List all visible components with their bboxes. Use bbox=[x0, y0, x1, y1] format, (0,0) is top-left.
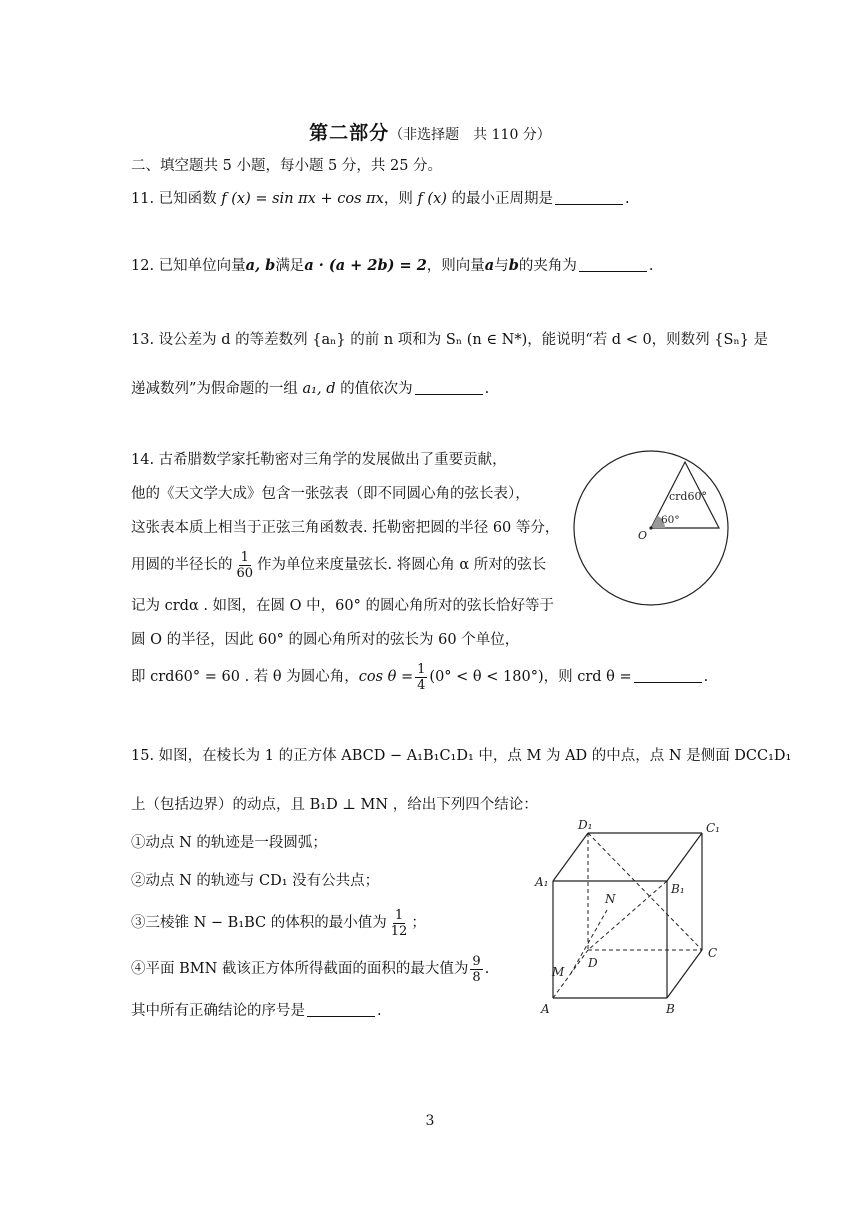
q14-frac-den: 60 bbox=[236, 565, 254, 581]
q14-fraction-1-60 bbox=[235, 550, 256, 581]
q11-answer-blank[interactable] bbox=[555, 190, 623, 205]
page-number: 3 bbox=[425, 1113, 435, 1129]
q11-function-ref: f (x) bbox=[417, 191, 447, 207]
q15-text-last: 其中所有正确结论的序号是 bbox=[131, 1003, 305, 1019]
q12-text-e: 的夹角为 bbox=[518, 258, 577, 274]
edge-A1-D1 bbox=[553, 833, 588, 881]
q15-conclusion-4 bbox=[131, 952, 489, 986]
label-A1: A₁ bbox=[535, 875, 549, 889]
q14-line-5: 记为 crdα . 如图，在圆 O 中，60° 的圆心角所对的弦长恰好等于 bbox=[131, 598, 554, 614]
q11-text-a: 已知函数 bbox=[158, 191, 217, 207]
label-N: N bbox=[605, 892, 616, 906]
q15-fraction-1-12 bbox=[389, 908, 410, 939]
q15-conclusion-2: ②动点 N 的轨迹与 CD₁ 没有公共点； bbox=[131, 873, 380, 889]
q15-text-3b: ； bbox=[411, 915, 426, 931]
q12-period: . bbox=[648, 258, 654, 274]
label-A: A bbox=[541, 1002, 550, 1016]
question-11 bbox=[131, 189, 630, 209]
q11-text-c: 的最小正周期是 bbox=[451, 191, 554, 207]
label-C1: C₁ bbox=[706, 821, 720, 835]
diagonal-B1-D bbox=[588, 881, 667, 950]
q14-text-4a: 用圆的半径长的 bbox=[131, 557, 233, 573]
q15-c3-num: 1 bbox=[394, 907, 404, 923]
chord-label: crd60° bbox=[669, 490, 707, 503]
q12-text-d: 与 bbox=[494, 258, 509, 274]
q11-period: . bbox=[625, 191, 630, 207]
q15-conclusion-3 bbox=[131, 906, 426, 940]
angle-label: 60° bbox=[661, 514, 680, 526]
q12-answer-blank[interactable] bbox=[579, 257, 647, 272]
q12-text-a: 已知单位向量 bbox=[158, 258, 246, 274]
question-12 bbox=[131, 256, 653, 276]
q15-line-1: 15. 如图，在棱长为 1 的正方体 ABCD − A₁B₁C₁D₁ 中，点 M 为 AD 的中点，点 N 是侧面 DCC₁D₁ bbox=[131, 748, 792, 764]
q14-fraction-1-4 bbox=[415, 662, 427, 693]
center-point bbox=[649, 526, 652, 529]
q13-line-2 bbox=[131, 379, 489, 399]
section-subtitle: （非选择题 共 110 分） bbox=[389, 127, 551, 143]
label-C: C bbox=[708, 946, 718, 960]
label-D1: D₁ bbox=[578, 818, 593, 832]
q14-cos-den: 4 bbox=[417, 677, 426, 693]
q14-line-7 bbox=[131, 660, 708, 694]
q14-cos: cos θ = bbox=[358, 669, 414, 685]
q15-fraction-9-8 bbox=[470, 954, 482, 985]
label-D: D bbox=[588, 956, 598, 970]
edge-B-C bbox=[667, 950, 702, 998]
q15-period: . bbox=[377, 1003, 382, 1019]
q12-text-c: ，则向量 bbox=[426, 258, 485, 274]
q14-line-4 bbox=[131, 548, 546, 582]
section-intro: 二、填空题共 5 小题，每小题 5 分，共 25 分。 bbox=[131, 158, 443, 174]
label-B: B bbox=[666, 1002, 675, 1016]
circle-chord-figure bbox=[568, 448, 748, 610]
section-heading: 第二部分 bbox=[309, 122, 390, 144]
q15-text-3a: ③三棱锥 N − B₁BC 的体积的最小值为 bbox=[131, 915, 387, 931]
q15-c4-num: 9 bbox=[472, 953, 481, 969]
q14-line-6: 圆 O 的半径，因此 60° 的圆心角所对的弦长为 60 个单位， bbox=[131, 632, 520, 648]
q14-answer-blank[interactable] bbox=[634, 668, 702, 683]
q15-line-2: 上（包括边界）的动点，且 B₁D ⊥ MN ，给出下列四个结论： bbox=[131, 797, 538, 813]
q14-text-7c: (0° < θ < 180°)，则 crd θ = bbox=[429, 669, 632, 685]
q12-expression: a · (a + 2b) = 2 bbox=[304, 257, 427, 274]
q12-vectors: a, b bbox=[245, 257, 276, 274]
label-M: M bbox=[552, 965, 565, 979]
q13-text-c: 的值依次为 bbox=[340, 381, 413, 397]
q14-text-4b: 作为单位来度量弦长. 将圆心角 α 所对的弦长 bbox=[257, 557, 547, 573]
q15-answer-blank[interactable] bbox=[307, 1002, 375, 1017]
q15-text-4b: . bbox=[484, 961, 490, 977]
q13-line-1: 13. 设公差为 d 的等差数列 {aₙ} 的前 n 项和为 Sₙ (n ∈ N*)，能说明“若 d < 0，则数列 {Sₙ} 是 bbox=[131, 332, 769, 348]
section-title bbox=[0, 118, 860, 145]
q14-line-3: 这张表本质上相当于正弦三角函数表. 托勒密把圆的半径 60 等分， bbox=[131, 520, 560, 536]
q12-vector-a: a bbox=[484, 257, 495, 274]
q13-values: a₁, d bbox=[302, 381, 336, 397]
q14-frac-num: 1 bbox=[240, 549, 249, 565]
q14-text-7a: 即 crd60° = 60 . 若 θ 为圆心角， bbox=[131, 669, 359, 685]
q14-line-1: 14. 古希腊数学家托勒密对三角学的发展做出了重要贡献， bbox=[131, 452, 507, 468]
q11-text-b: ，则 bbox=[383, 191, 413, 207]
q14-cos-num: 1 bbox=[417, 661, 426, 677]
q15-c3-den: 12 bbox=[390, 923, 408, 939]
edge-B1-C1 bbox=[667, 833, 702, 881]
q12-number: 12. bbox=[131, 258, 155, 274]
q15-last-line bbox=[131, 1001, 382, 1021]
q15-text-4a: ④平面 BMN 截该正方体所得截面的面积的最大值为 bbox=[131, 961, 469, 977]
cube-figure bbox=[530, 815, 730, 1020]
q12-text-b: 满足 bbox=[275, 258, 305, 274]
center-label: O bbox=[638, 529, 648, 542]
label-B1: B₁ bbox=[671, 882, 685, 896]
q14-line-2: 他的《天文学大成》包含一张弦表（即不同圆心角的弦长表）， bbox=[131, 486, 530, 502]
q14-period: . bbox=[703, 669, 709, 685]
q13-answer-blank[interactable] bbox=[415, 380, 483, 395]
q11-function: f (x) = sin πx + cos πx bbox=[221, 191, 384, 207]
q13-period: . bbox=[484, 381, 490, 397]
q11-number: 11. bbox=[131, 191, 155, 207]
q15-c4-den: 8 bbox=[472, 969, 481, 985]
q12-vector-b: b bbox=[508, 257, 519, 274]
q15-conclusion-1: ①动点 N 的轨迹是一段圆弧； bbox=[131, 835, 327, 851]
q13-text-a: 递减数列”为假命题的一组 bbox=[131, 381, 298, 397]
